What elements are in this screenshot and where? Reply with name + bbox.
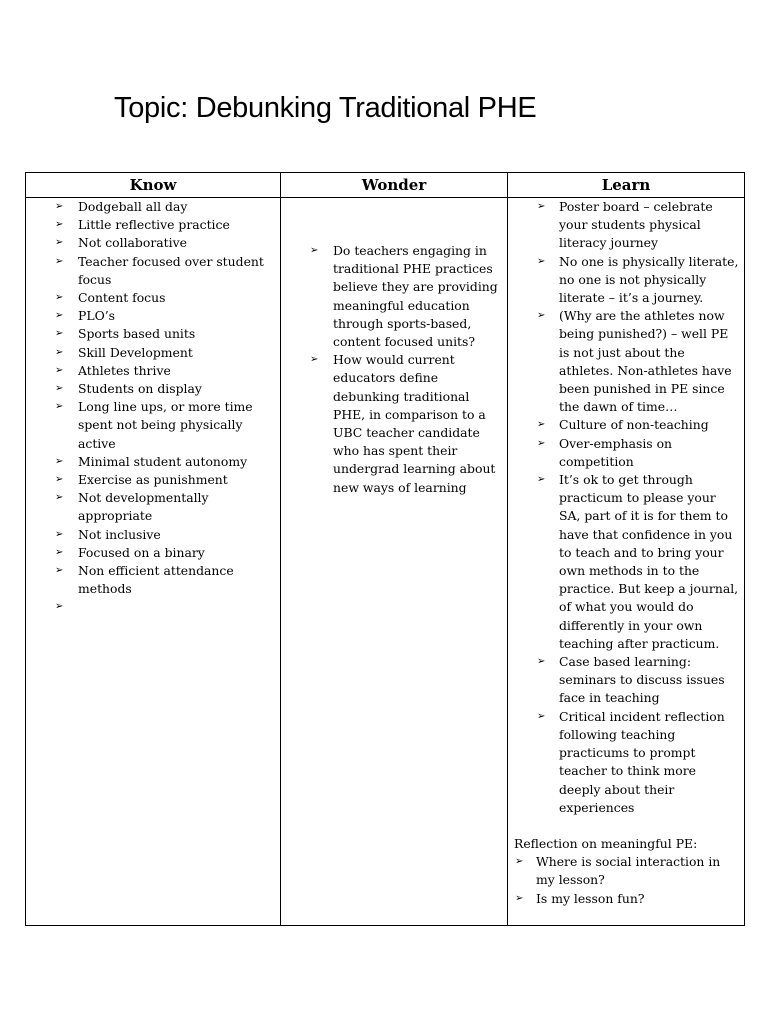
arrow-bullet-icon: ➢ xyxy=(55,346,64,358)
arrow-bullet-icon: ➢ xyxy=(537,201,546,212)
know-item xyxy=(26,307,277,325)
arrow-bullet-icon: ➢ xyxy=(55,237,64,249)
reflection-heading: Reflection on meaningful PE: xyxy=(514,835,698,851)
arrow-bullet-icon: ➢ xyxy=(55,219,64,231)
know-item-text: Little reflective practice xyxy=(78,217,230,233)
learn-item xyxy=(508,708,741,817)
know-list xyxy=(26,198,277,617)
arrow-bullet-icon: ➢ xyxy=(537,656,546,668)
know-item xyxy=(26,380,277,398)
arrow-bullet-icon: ➢ xyxy=(310,354,319,366)
know-item-text: Sports based units xyxy=(78,326,196,342)
know-item-text: Students on display xyxy=(78,381,202,397)
know-item xyxy=(26,325,277,343)
know-item-text: Not collaborative xyxy=(78,235,187,251)
know-item xyxy=(26,198,277,216)
wonder-list xyxy=(281,198,504,497)
learn-item-text: Case based learning: seminars to discuss issues face in teaching xyxy=(559,654,725,706)
learn-item xyxy=(508,653,741,708)
arrow-bullet-icon: ➢ xyxy=(537,437,546,449)
know-item-text: PLO’s xyxy=(78,308,116,324)
learn-item-text: Culture of non-teaching xyxy=(559,417,709,433)
arrow-bullet-icon: ➢ xyxy=(537,310,546,322)
arrow-bullet-icon: ➢ xyxy=(537,255,546,267)
learn-item-text: No one is physically literate, no one is not physically literate – it’s a journey. xyxy=(559,253,739,306)
wonder-column xyxy=(281,198,508,926)
know-item-text: Not developmentally appropriate xyxy=(78,490,209,524)
know-item xyxy=(26,289,277,307)
know-item xyxy=(26,453,277,471)
know-item xyxy=(26,562,277,598)
arrow-bullet-icon: ➢ xyxy=(55,492,64,504)
know-item xyxy=(26,544,277,562)
learn-item xyxy=(508,435,741,471)
reflection-item-text: Is my lesson fun? xyxy=(536,890,645,906)
arrow-bullet-icon: ➢ xyxy=(55,328,64,340)
learn-item-text: Critical incident reflection following teaching practicums to prompt teacher to think more deeply about their experiences xyxy=(559,708,725,815)
know-item xyxy=(26,598,277,616)
know-item xyxy=(26,234,277,252)
know-item-text: Focused on a binary xyxy=(78,544,205,560)
know-item xyxy=(26,216,277,234)
arrow-bullet-icon: ➢ xyxy=(55,383,64,395)
learn-item-text: It’s ok to get through practicum to please your SA, part of it is for them to have that confidence in you to teach and to bring your own methods in to the practice. But keep a journal, of what you would do differently in your own teaching after practicum. xyxy=(559,472,739,651)
reflection-item xyxy=(508,890,741,908)
arrow-bullet-icon: ➢ xyxy=(55,474,64,486)
arrow-bullet-icon: ➢ xyxy=(55,601,64,613)
learn-item xyxy=(508,416,741,434)
know-item xyxy=(26,398,277,453)
learn-item xyxy=(508,198,741,253)
table-body-row xyxy=(26,198,745,926)
know-item xyxy=(26,344,277,362)
wonder-item xyxy=(281,242,504,351)
arrow-bullet-icon: ➢ xyxy=(55,364,64,376)
learn-item xyxy=(508,307,741,416)
know-header: Know xyxy=(26,173,281,198)
know-column xyxy=(26,198,281,926)
arrow-bullet-icon: ➢ xyxy=(515,892,524,904)
wonder-header: Wonder xyxy=(281,173,508,198)
wonder-item xyxy=(281,351,504,497)
arrow-bullet-icon: ➢ xyxy=(55,565,64,577)
know-item-text: Minimal student autonomy xyxy=(78,453,248,469)
know-item xyxy=(26,362,277,380)
arrow-bullet-icon: ➢ xyxy=(310,245,319,256)
learn-item-text: Over-emphasis on competition xyxy=(559,435,673,469)
wonder-item-text: How would current educators define debunking traditional PHE, in comparison to a UBC teacher candidate who has spent their undergrad learning about new ways of learning xyxy=(333,352,496,495)
arrow-bullet-icon: ➢ xyxy=(55,310,64,322)
learn-item-text: Poster board – celebrate your students physical literacy journey xyxy=(559,199,713,251)
wonder-item-text: Do teachers engaging in traditional PHE practices believe they are providing meaningful education through sports-based, content focused units? xyxy=(333,243,498,350)
arrow-bullet-icon: ➢ xyxy=(537,419,546,431)
reflection-item-text: Where is social interaction in my lesson? xyxy=(536,854,721,888)
page-title: Topic: Debunking Traditional PHE xyxy=(114,92,537,124)
learn-item-text: (Why are the athletes now being punished?) – well PE is not just about the athletes. Non-athletes have been punished in PE since the dawn of time… xyxy=(559,308,732,415)
know-item-text: Exercise as punishment xyxy=(78,472,228,488)
know-item-text: Athletes thrive xyxy=(78,362,171,378)
learn-list xyxy=(508,198,741,817)
know-item-text: Content focus xyxy=(78,290,166,306)
arrow-bullet-icon: ➢ xyxy=(55,528,64,540)
learn-column xyxy=(508,198,745,926)
arrow-bullet-icon: ➢ xyxy=(55,401,64,413)
reflection-list xyxy=(508,853,741,908)
reflection-item xyxy=(508,853,741,889)
learn-header: Learn xyxy=(508,173,745,198)
kwl-table xyxy=(25,172,745,926)
know-item-text: Dodgeball all day xyxy=(78,199,188,214)
know-item xyxy=(26,526,277,544)
know-item-text: Skill Development xyxy=(78,344,193,360)
arrow-bullet-icon: ➢ xyxy=(55,201,64,212)
arrow-bullet-icon: ➢ xyxy=(55,292,64,304)
know-item-text: Non efficient attendance methods xyxy=(78,563,234,597)
arrow-bullet-icon: ➢ xyxy=(537,474,546,486)
arrow-bullet-icon: ➢ xyxy=(55,455,64,467)
know-item-text: Not inclusive xyxy=(78,526,161,542)
learn-item xyxy=(508,253,741,308)
arrow-bullet-icon: ➢ xyxy=(537,710,546,722)
know-item xyxy=(26,489,277,525)
table-header-row xyxy=(26,173,745,198)
learn-item xyxy=(508,471,741,653)
arrow-bullet-icon: ➢ xyxy=(55,546,64,558)
know-item xyxy=(26,471,277,489)
know-item xyxy=(26,253,277,289)
arrow-bullet-icon: ➢ xyxy=(55,255,64,267)
know-item-text: Long line ups, or more time spent not being physically active xyxy=(78,399,253,451)
know-item-text: Teacher focused over student focus xyxy=(78,253,264,287)
arrow-bullet-icon: ➢ xyxy=(515,856,524,868)
